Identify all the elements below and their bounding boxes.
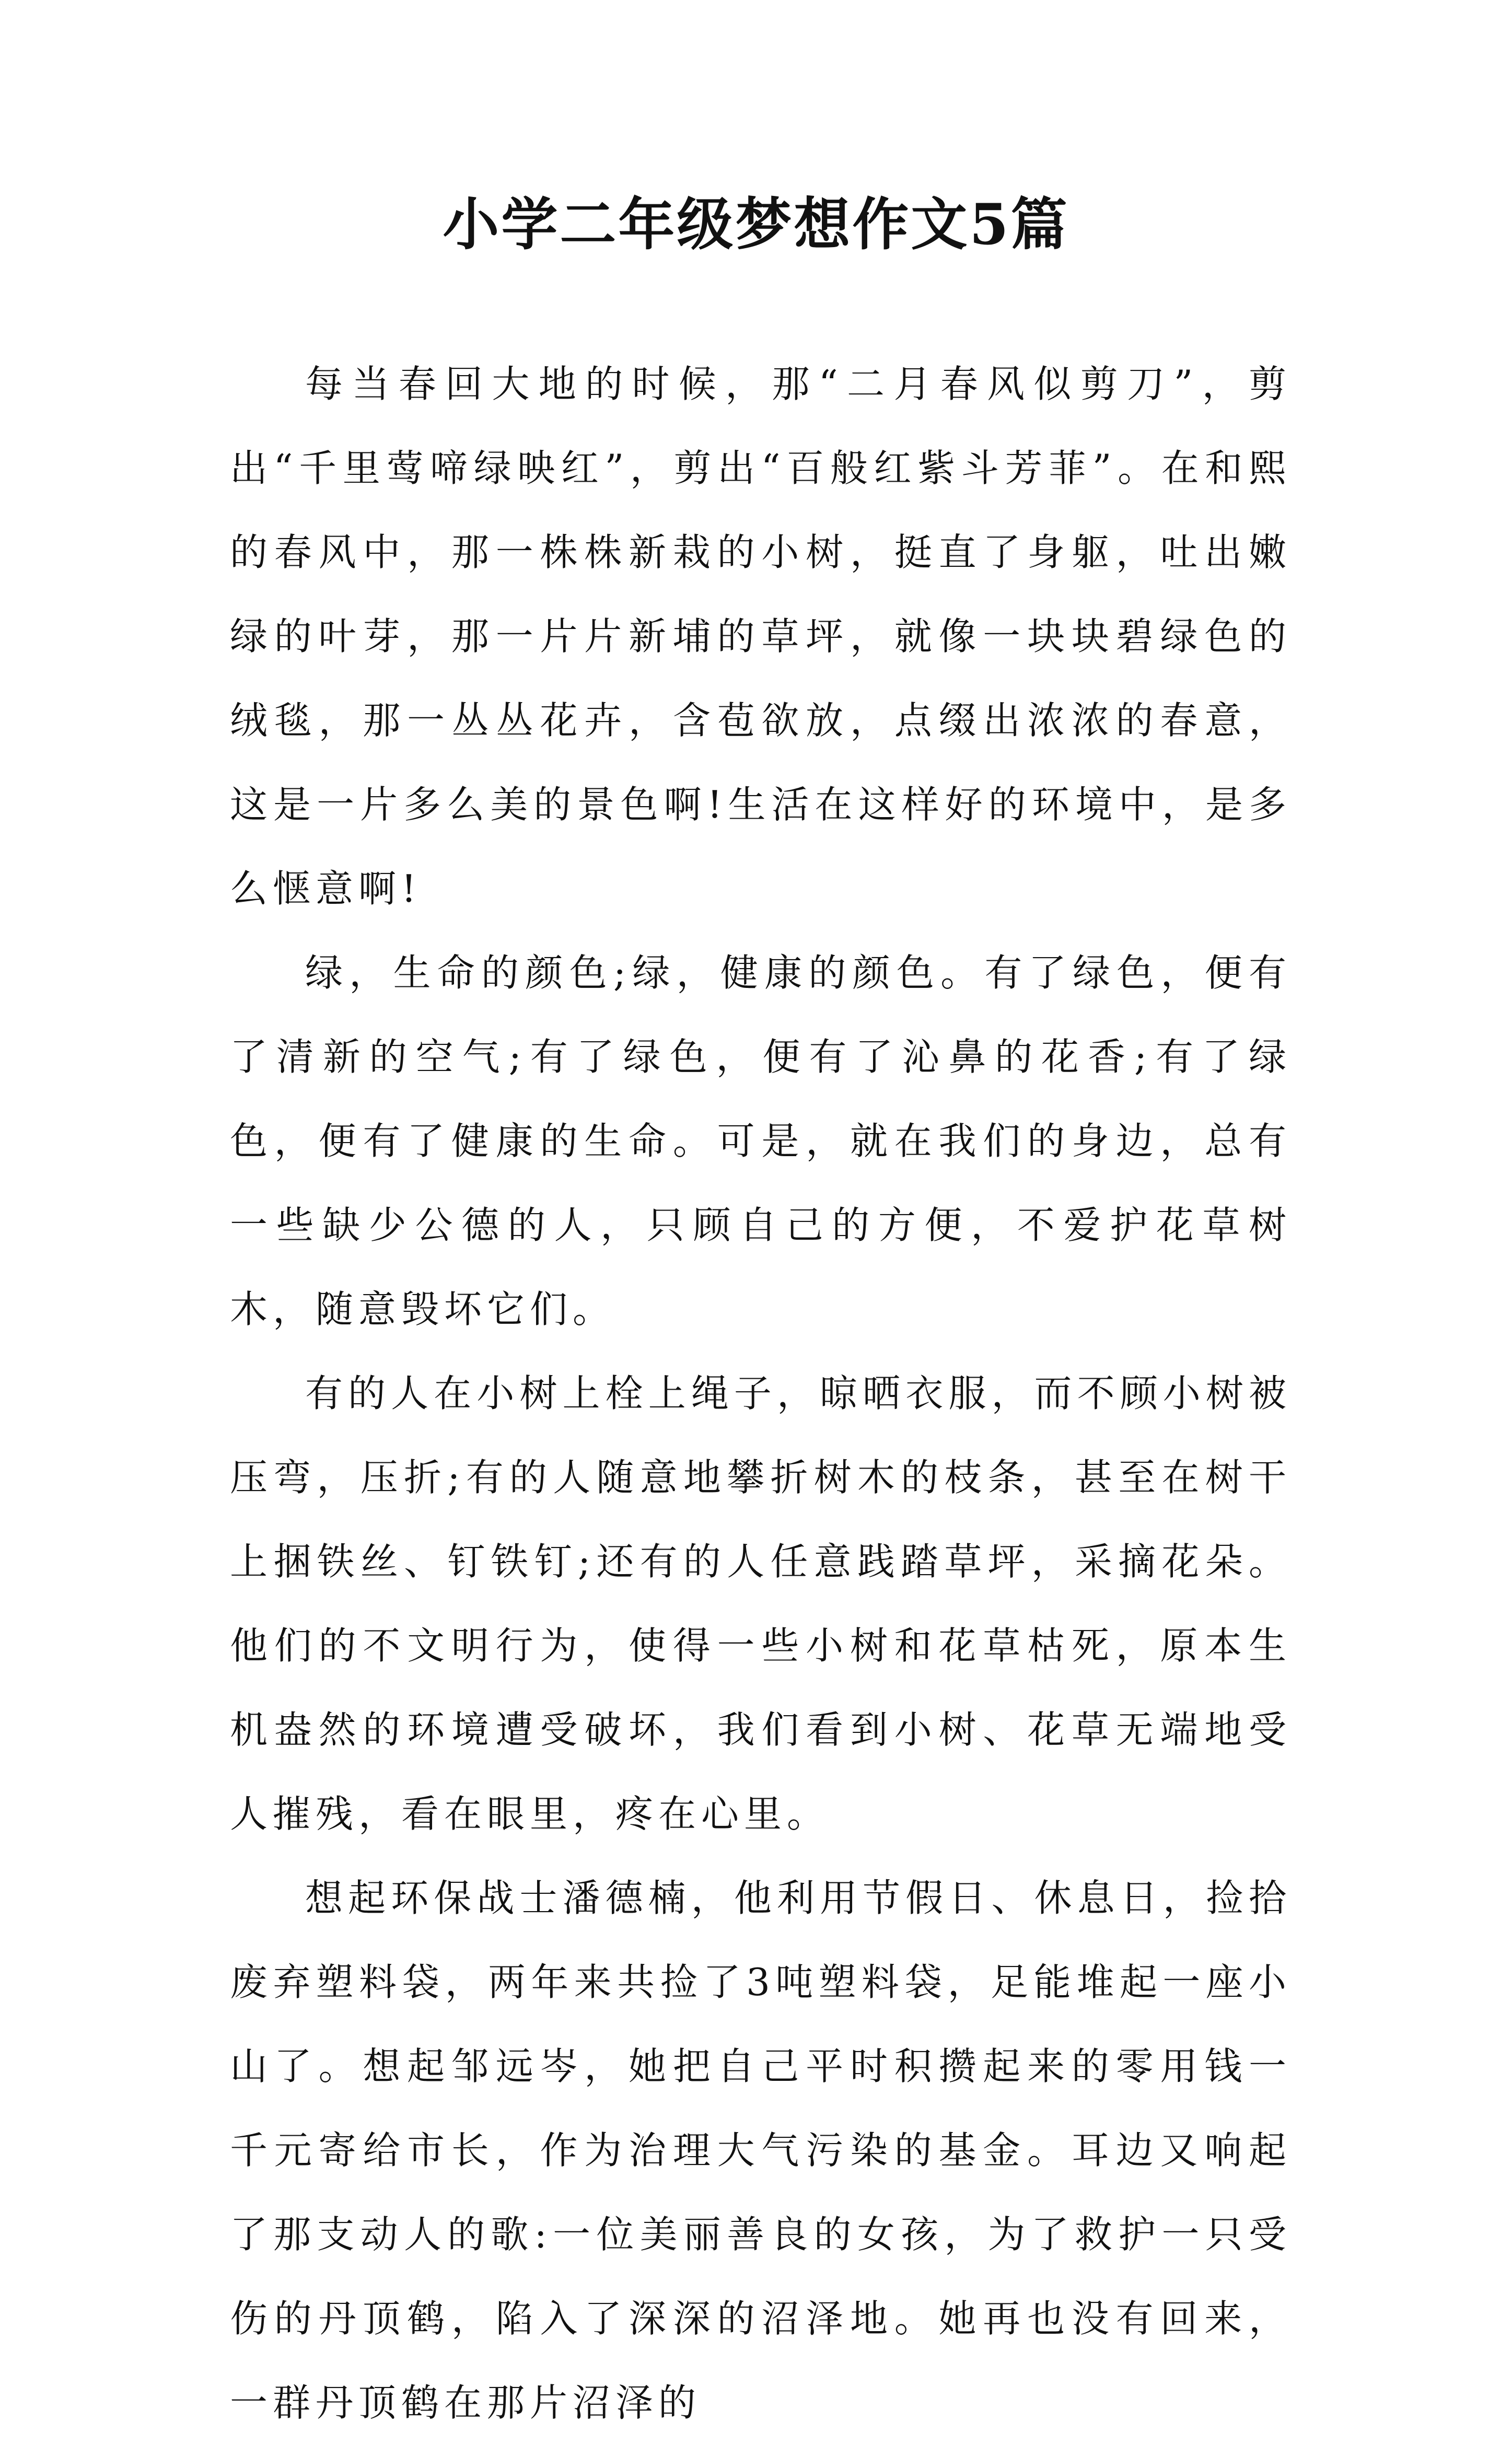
document-body	[230, 342, 1292, 2445]
paragraph-2: 绿，生命的颜色;绿，健康的颜色。有了绿色，便有了清新的空气;有了绿色，便有了沁鼻的花香;有了绿色，便有了健康的生命。可是，就在我们的身边，总有一些缺少公德的人，只顾自己的方便，不爱护花草树木，随意毁坏它们。	[230, 951, 1292, 1331]
document-title: 小学二年级梦想作文5篇	[443, 192, 1069, 258]
paragraph-4: 想起环保战士潘德楠，他利用节假日、休息日，捡拾废弃塑料袋，两年来共捡了3吨塑料袋，足能堆起一座小山了。想起邹远岑，她把自己平时积攒起来的零用钱一千元寄给市长，作为治理大气污染的基金。耳边又响起了那支动人的歌:一位美丽善良的女孩，为了救护一只受伤的丹顶鹤，陷入了深深的沼泽地。她再也没有回来，一群丹顶鹤在那片沼泽的	[230, 1876, 1292, 2425]
paragraph-3: 有的人在小树上栓上绳子，晾晒衣服，而不顾小树被压弯，压折;有的人随意地攀折树木的枝条，甚至在树干上捆铁丝、钉铁钉;还有的人任意践踏草坪，采摘花朵。他们的不文明行为，使得一些小树和花草枯死，原本生机盎然的环境遭受破坏，我们看到小树、花草无端地受人摧残，看在眼里，疼在心里。	[230, 1371, 1292, 1836]
paragraph-1: 每当春回大地的时候，那“二月春风似剪刀”，剪出“千里莺啼绿映红”，剪出“百般红紫斗芳菲”。在和熙的春风中，那一株株新栽的小树，挺直了身躯，吐出嫩绿的叶芽，那一片片新埔的草坪，就像一块块碧绿色的绒毯，那一丛丛花卉，含苞欲放，点缀出浓浓的春意，这是一片多么美的景色啊!生活在这样好的环境中，是多么惬意啊!	[230, 362, 1292, 911]
